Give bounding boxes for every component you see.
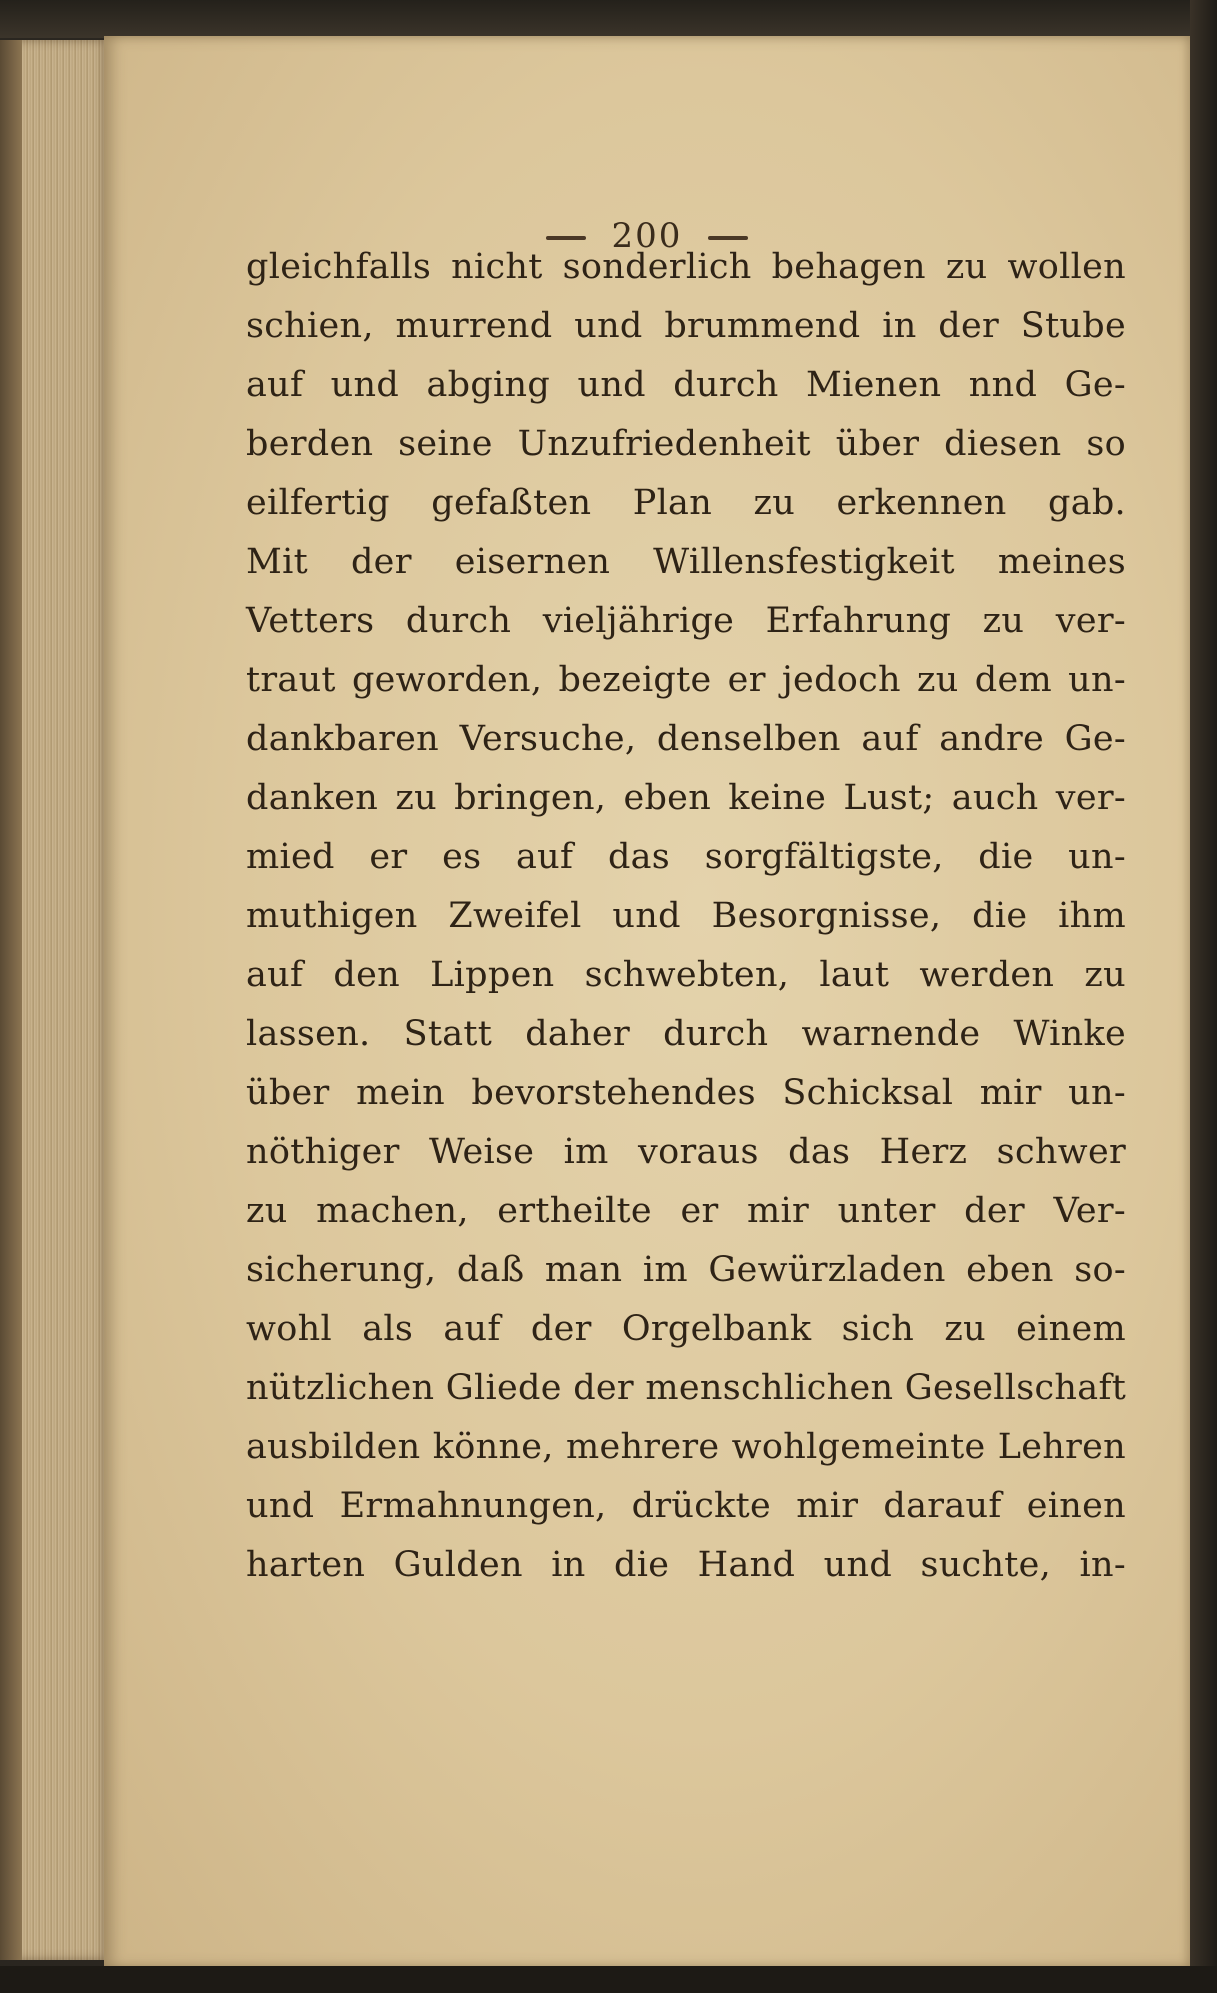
scan-bottom-border bbox=[0, 1966, 1217, 1993]
text-line: ausbilden könne, mehrere wohlgemeinte Lehren bbox=[246, 1427, 1126, 1467]
text-line: sicherung, daß man im Gewürzladen eben so- bbox=[246, 1250, 1126, 1290]
text-line: berden seine Unzufriedenheit über diesen so bbox=[246, 424, 1126, 464]
text-line: eilfertig gefaßten Plan zu erkennen gab. bbox=[246, 483, 1126, 523]
text-line: lassen. Statt daher durch warnende Winke bbox=[246, 1014, 1126, 1054]
text-line: harten Gulden in die Hand und suchte, in- bbox=[246, 1545, 1126, 1585]
text-line: und Ermahnungen, drückte mir darauf einen bbox=[246, 1486, 1126, 1526]
text-line: nützlichen Gliede der menschlichen Gesellschaft bbox=[246, 1368, 1127, 1408]
text-line: zu machen, ertheilte er mir unter der Ver- bbox=[246, 1191, 1126, 1231]
scan-top-border bbox=[0, 0, 1217, 38]
text-line: auf den Lippen schwebten, laut werden zu bbox=[246, 955, 1126, 995]
text-line: mied er es auf das sorgfältigste, die un- bbox=[246, 837, 1126, 877]
text-line: auf und abging und durch Mienen nnd Ge- bbox=[246, 365, 1126, 405]
text-line: über mein bevorstehendes Schicksal mir un- bbox=[246, 1073, 1126, 1113]
text-line: Mit der eisernen Willensfestigkeit meines bbox=[246, 542, 1126, 582]
book-page-edges bbox=[0, 40, 110, 1960]
text-line: nöthiger Weise im voraus das Herz schwer bbox=[246, 1132, 1126, 1172]
text-line: traut geworden, bezeigte er jedoch zu dem un- bbox=[246, 660, 1126, 700]
text-line: gleichfalls nicht sonderlich behagen zu wollen bbox=[246, 247, 1126, 287]
text-line: muthigen Zweifel und Besorgnisse, die ihm bbox=[246, 896, 1126, 936]
text-line: schien, murrend und brummend in der Stube bbox=[246, 306, 1126, 346]
text-line: dankbaren Versuche, denselben auf andre Ge- bbox=[246, 719, 1126, 759]
scan-right-border bbox=[1190, 0, 1217, 1993]
text-line: Vetters durch vieljährige Erfahrung zu ver- bbox=[246, 601, 1126, 641]
text-line: wohl als auf der Orgelbank sich zu einem bbox=[246, 1309, 1126, 1349]
page-number: 200 bbox=[611, 216, 683, 256]
body-text bbox=[246, 238, 1126, 1595]
text-line: danken zu bringen, eben keine Lust; auch ver- bbox=[246, 778, 1126, 818]
